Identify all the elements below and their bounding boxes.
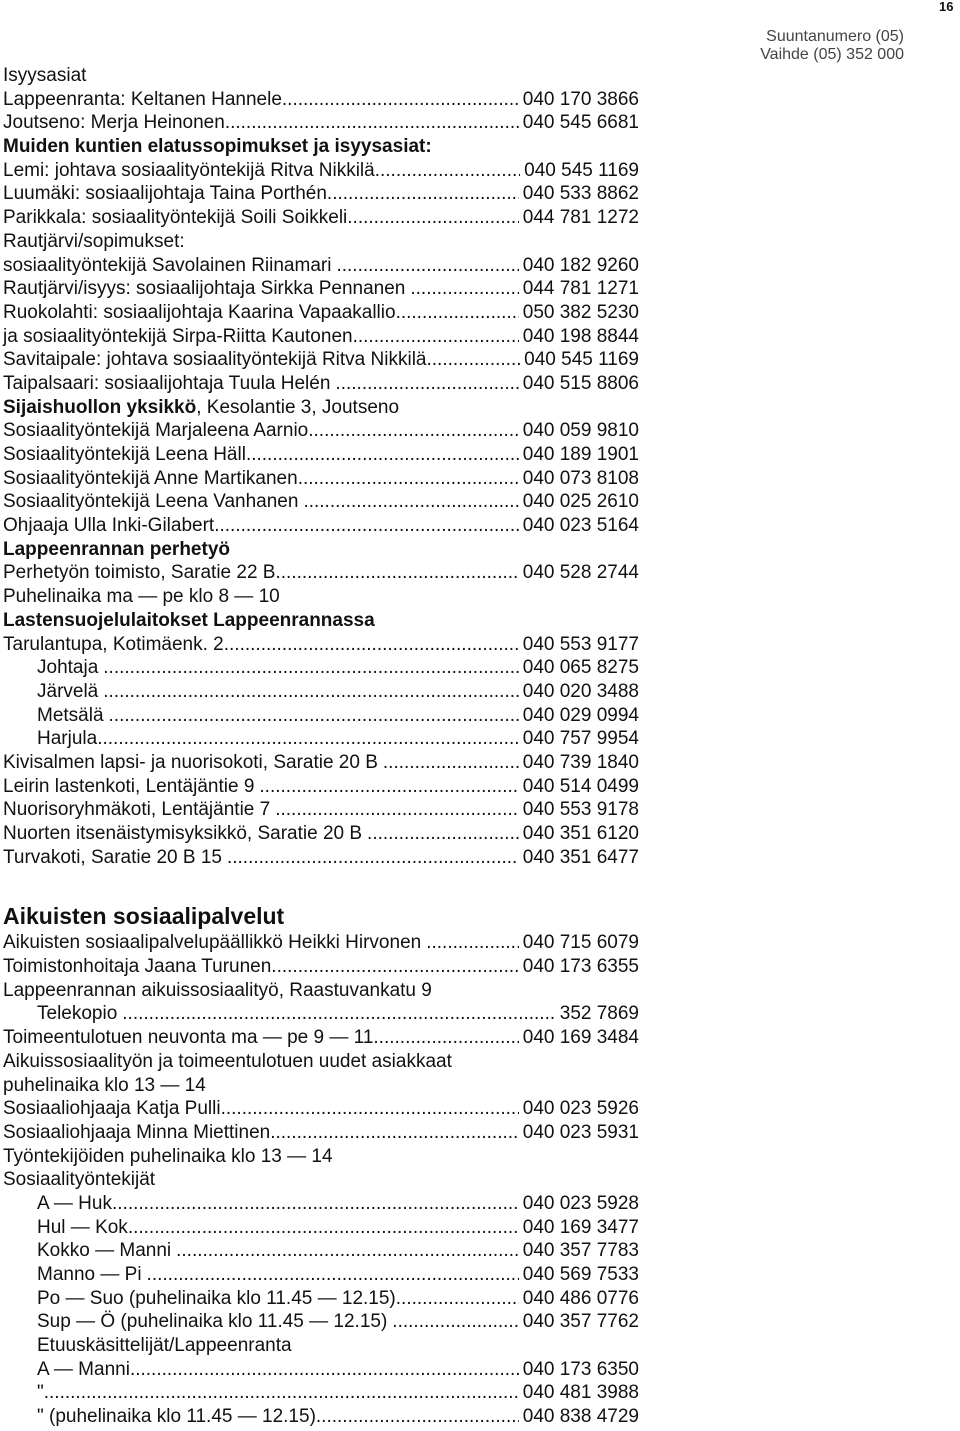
phone-number: 040 029 0994 — [522, 704, 639, 726]
phone-number: 040 198 8844 — [522, 325, 639, 347]
directory-entry — [3, 88, 639, 112]
directory-entry — [3, 751, 639, 775]
directory-line — [3, 1334, 639, 1358]
phone-number: 040 182 9260 — [522, 254, 639, 276]
directory-entry — [3, 561, 639, 585]
phone-number: 044 781 1272 — [522, 207, 639, 229]
dot-leader — [271, 955, 518, 979]
entry-label: Parikkala: sosiaalityöntekijä Soili Soikkeli — [3, 207, 348, 229]
phone-number: 352 7869 — [559, 1003, 639, 1025]
dot-leader — [396, 301, 519, 325]
subheading-text: Lappeenrannan perhetyö — [3, 538, 230, 560]
dot-leader — [98, 656, 518, 680]
directory-entry — [3, 680, 639, 704]
entry-label: Harjula — [37, 728, 98, 750]
phone-number: 040 189 1901 — [522, 444, 639, 465]
phone-number: 040 545 1169 — [524, 349, 639, 371]
directory-line — [3, 1074, 639, 1098]
unit-location: , Kesolantie 3, Joutseno — [196, 396, 400, 418]
phone-number: 040 351 6120 — [522, 823, 639, 844]
phone-number: 040 515 8806 — [522, 372, 639, 394]
entry-label: Lemi: johtava sosiaalityöntekijä Ritva Nikkilä — [3, 159, 375, 181]
dot-leader — [246, 443, 519, 467]
directory-entry — [3, 325, 639, 349]
phone-number: 040 169 3484 — [522, 1027, 639, 1049]
dot-leader — [426, 348, 520, 372]
dot-leader — [171, 1239, 519, 1263]
phone-number: 040 715 6079 — [522, 932, 639, 954]
dot-leader — [298, 490, 518, 514]
section-label — [3, 64, 639, 88]
dot-leader — [327, 182, 519, 206]
phone-number: 040 023 5164 — [522, 515, 639, 537]
directory-entry — [3, 1026, 639, 1050]
dot-leader — [330, 372, 518, 396]
dot-leader — [421, 931, 519, 955]
entry-label: Nuorten itsenäistymisyksikkö, Saratie 20 B — [3, 823, 363, 844]
dot-leader — [221, 1097, 519, 1121]
directory-entry — [3, 490, 639, 514]
entry-label: Tarulantupa, Kotimäenk. 2 — [3, 633, 224, 655]
switchboard-number: Vaihde (05) 352 000 — [760, 46, 904, 63]
dot-leader — [104, 704, 519, 728]
directory-entry — [3, 159, 639, 183]
dot-leader — [225, 111, 519, 135]
phone-number: 040 023 5931 — [522, 1121, 639, 1143]
dot-leader — [373, 1026, 518, 1050]
entry-label: Ohjaaja Ulla Inki-Gilabert — [3, 515, 215, 537]
entry-label: Perhetyön toimisto, Saratie 22 B — [3, 562, 276, 584]
dot-leader — [270, 798, 519, 822]
entry-label: Sosiaaliohjaaja Minna Miettinen — [3, 1121, 271, 1143]
directory-entry — [3, 846, 639, 870]
phone-number: 040 073 8108 — [522, 467, 639, 489]
phone-number: 050 382 5230 — [522, 301, 639, 323]
phone-number: 040 169 3477 — [522, 1216, 639, 1238]
directory-entry — [3, 727, 639, 751]
directory-entry — [3, 1405, 639, 1429]
subheading — [3, 135, 639, 159]
directory-entry — [3, 514, 639, 538]
entry-label: sosiaalityöntekijä Savolainen Riinamari — [3, 254, 332, 276]
entry-label: Nuorisoryhmäkoti, Lentäjäntie 7 — [3, 799, 271, 821]
entry-label: Kivisalmen lapsi- ja nuorisokoti, Saratie 20 B — [3, 751, 378, 773]
directory-entry — [3, 1239, 639, 1263]
phone-number: 040 357 7762 — [522, 1311, 639, 1333]
dot-leader — [97, 727, 519, 751]
directory-entry — [3, 1216, 639, 1240]
entry-label: Luumäki: sosiaalijohtaja Taina Porthén — [3, 183, 327, 205]
entry-label: Metsälä — [37, 704, 104, 726]
dot-leader — [44, 1381, 519, 1405]
directory-entry — [3, 822, 639, 846]
phone-number: 040 025 2610 — [522, 491, 639, 513]
entry-label: A — Huk — [37, 1192, 112, 1214]
dot-leader — [396, 1287, 519, 1311]
entry-label: Puhelinaika ma — pe klo 8 — 10 — [3, 586, 280, 608]
phone-number: 040 357 7783 — [522, 1240, 639, 1262]
phone-number: 040 553 9178 — [522, 799, 639, 821]
entry-label: Po — Suo (puhelinaika klo 11.45 — 12.15) — [37, 1287, 396, 1309]
directory-entry — [3, 1097, 639, 1121]
entry-label: Sosiaalityöntekijä Leena Häll — [3, 444, 246, 465]
phone-header — [760, 28, 904, 64]
phone-number: 040 065 8275 — [522, 657, 639, 679]
directory-line — [3, 585, 639, 609]
directory-entry — [3, 254, 639, 278]
phone-number: 040 514 0499 — [522, 775, 639, 797]
dot-leader — [308, 419, 519, 443]
directory-entry — [3, 775, 639, 799]
directory-entry — [3, 206, 639, 230]
dot-leader — [270, 1121, 519, 1145]
dot-leader — [347, 206, 519, 230]
dot-leader — [112, 1192, 519, 1216]
dot-leader — [130, 1358, 519, 1382]
subheading — [3, 609, 639, 633]
directory-entry — [3, 1192, 639, 1216]
entry-label: Isyysasiat — [3, 65, 87, 86]
directory-entry — [3, 1358, 639, 1382]
directory-entry — [3, 301, 639, 325]
dot-leader — [275, 561, 518, 585]
phone-number: 040 481 3988 — [522, 1382, 639, 1404]
directory-content — [3, 64, 639, 1429]
directory-line — [3, 1145, 639, 1169]
directory-entry — [3, 348, 639, 372]
entry-label: Lappeenranta: Keltanen Hannele — [3, 88, 282, 110]
entry-label: Sup — Ö (puhelinaika klo 11.45 — 12.15) — [37, 1311, 388, 1333]
phone-number: 040 023 5926 — [522, 1098, 639, 1120]
phone-number: 040 838 4729 — [522, 1406, 639, 1428]
directory-line — [3, 230, 639, 254]
phone-number: 040 486 0776 — [522, 1287, 639, 1309]
entry-label: Sosiaalityöntekijät — [3, 1169, 156, 1191]
dot-leader — [387, 1310, 518, 1334]
entry-label: " (puhelinaika klo 11.45 — 12.15) — [37, 1406, 316, 1428]
directory-entry — [3, 1263, 639, 1287]
entry-label: Turvakoti, Saratie 20 B 15 — [3, 846, 222, 868]
entry-label: Sosiaalityöntekijä Marjaleena Aarnio — [3, 420, 309, 442]
phone-number: 040 739 1840 — [522, 751, 639, 773]
phone-number: 040 173 6350 — [522, 1358, 639, 1380]
phone-number: 040 533 8862 — [522, 183, 639, 205]
section-heading: Aikuisten sosiaalipalvelut — [3, 903, 285, 930]
dot-leader — [298, 467, 519, 491]
phone-number: 040 545 1169 — [524, 159, 639, 181]
directory-entry — [3, 277, 639, 301]
dot-leader — [353, 325, 519, 349]
phone-number: 040 020 3488 — [522, 680, 639, 702]
phone-number: 040 023 5928 — [522, 1192, 639, 1214]
phone-number: 040 757 9954 — [522, 728, 639, 750]
dot-leader — [142, 1263, 519, 1287]
directory-entry — [3, 1381, 639, 1405]
dot-leader — [117, 1002, 555, 1026]
dot-leader — [98, 680, 519, 704]
phone-number: 040 553 9177 — [522, 633, 639, 655]
phone-number: 040 173 6355 — [522, 956, 639, 978]
entry-label: Aikuissosiaalityön ja toimeentulotuen uudet asiakkaat — [3, 1050, 452, 1072]
entry-label: Rautjärvi/sopimukset: — [3, 230, 185, 252]
entry-label: Rautjärvi/isyys: sosiaalijohtaja Sirkka Pennanen — [3, 278, 406, 300]
entry-label: Sosiaalityöntekijä Leena Vanhanen — [3, 491, 299, 513]
dot-leader — [222, 846, 519, 870]
phone-number: 044 781 1271 — [522, 278, 639, 300]
directory-line — [3, 979, 639, 1003]
unit-line — [3, 396, 639, 420]
directory-entry — [3, 443, 639, 467]
directory-entry — [3, 931, 639, 955]
dot-leader — [254, 775, 518, 799]
dot-leader — [224, 633, 519, 657]
entry-label: Järvelä — [37, 680, 99, 702]
dot-leader — [316, 1405, 519, 1429]
phone-number: 040 528 2744 — [522, 562, 639, 584]
directory-entry — [3, 111, 639, 135]
subheading — [3, 538, 639, 562]
phone-number: 040 569 7533 — [522, 1264, 639, 1285]
dot-leader — [375, 159, 520, 183]
entry-label: Telekopio — [37, 1003, 118, 1025]
subheading-text: Lastensuojelulaitokset Lappeenrannassa — [3, 609, 375, 631]
unit-name: Sijaishuollon yksikkö — [3, 396, 197, 418]
entry-label: Ruokolahti: sosiaalijohtaja Kaarina Vapaakallio — [3, 301, 396, 323]
phone-number: 040 351 6477 — [522, 846, 639, 868]
entry-label: ja sosiaalityöntekijä Sirpa-Riitta Kautonen — [3, 325, 353, 347]
page-number: 16 — [939, 0, 954, 14]
entry-label: Etuuskäsittelijät/Lappeenranta — [37, 1335, 292, 1357]
directory-entry — [3, 372, 639, 396]
entry-label: Toimeentulotuen neuvonta ma — pe 9 — 11 — [3, 1027, 374, 1049]
area-code: Suuntanumero (05) — [766, 28, 904, 45]
entry-label: Johtaja — [37, 657, 99, 679]
entry-label: Työntekijöiden puhelinaika klo 13 — 14 — [3, 1145, 333, 1167]
dot-leader — [378, 751, 519, 775]
directory-entry — [3, 467, 639, 491]
dot-leader — [214, 514, 519, 538]
directory-entry — [3, 182, 639, 206]
dot-leader — [362, 822, 519, 846]
directory-line — [3, 1050, 639, 1074]
directory-entry — [3, 704, 639, 728]
entry-label: Kokko — Manni — [37, 1240, 172, 1262]
phone-number: 040 545 6681 — [522, 112, 639, 134]
entry-label: Joutseno: Merja Heinonen — [3, 112, 225, 134]
entry-label: " — [37, 1382, 44, 1404]
directory-entry — [3, 1310, 639, 1334]
phone-number: 040 170 3866 — [522, 88, 639, 110]
dot-leader — [282, 88, 519, 112]
entry-label: Aikuisten sosiaalipalvelupäällikkö Heikki Hirvonen — [3, 932, 422, 954]
directory-line — [3, 1168, 639, 1192]
directory-entry — [3, 955, 639, 979]
directory-entry — [3, 419, 639, 443]
entry-label: Leirin lastenkoti, Lentäjäntie 9 — [3, 775, 255, 797]
entry-label: Toimistonhoitaja Jaana Turunen — [3, 956, 272, 978]
phone-number: 040 059 9810 — [522, 420, 639, 442]
dot-leader — [331, 254, 518, 278]
entry-label: Sosiaaliohjaaja Katja Pulli — [3, 1098, 221, 1120]
directory-entry — [3, 656, 639, 680]
directory-entry — [3, 1287, 639, 1311]
entry-label: puhelinaika klo 13 — 14 — [3, 1074, 206, 1096]
entry-label: Manno — Pi — [37, 1264, 142, 1285]
entry-label: A — Manni — [37, 1358, 130, 1380]
entry-label: Hul — Kok — [37, 1216, 128, 1238]
directory-entry — [3, 1002, 639, 1026]
directory-entry — [3, 633, 639, 657]
dot-leader — [405, 277, 518, 301]
directory-entry — [3, 798, 639, 822]
directory-entry — [3, 1121, 639, 1145]
entry-label: Lappeenrannan aikuissosiaalityö, Raastuvankatu 9 — [3, 979, 432, 1001]
subheading-text: Muiden kuntien elatussopimukset ja isyysasiat: — [3, 136, 432, 158]
unit-address — [3, 396, 399, 420]
entry-label: Savitaipale: johtava sosiaalityöntekijä Ritva Nikkilä — [3, 349, 427, 371]
entry-label: Sosiaalityöntekijä Anne Martikanen — [3, 467, 298, 489]
dot-leader — [128, 1216, 519, 1240]
entry-label: Taipalsaari: sosiaalijohtaja Tuula Helén — [3, 372, 331, 394]
